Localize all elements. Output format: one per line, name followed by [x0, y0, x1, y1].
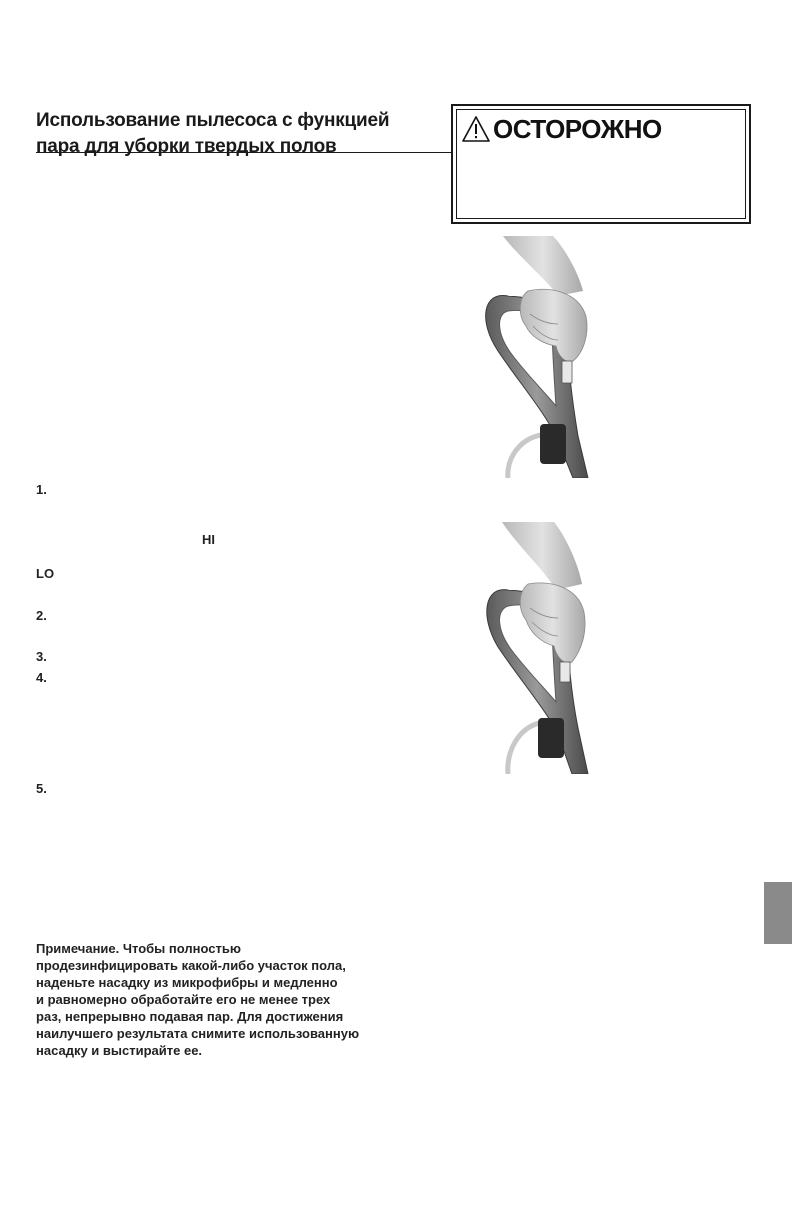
section-heading-line-1: Использование пылесоса с функцией	[36, 110, 390, 131]
step-1-number: 1.	[36, 482, 47, 497]
warning-header	[461, 114, 662, 144]
note-line: наденьте насадку из микрофибры и медленно	[36, 975, 338, 990]
warning-box	[451, 104, 751, 224]
step-4-number: 4.	[36, 670, 47, 685]
handle-photo-2	[480, 522, 604, 774]
note-paragraph	[36, 940, 436, 1059]
note-line: продезинфицировать какой-либо участок пола,	[36, 958, 346, 973]
section-heading-line-2: пара для уборки твердых полов	[36, 136, 337, 157]
heading-underline	[36, 152, 452, 153]
warning-title: ОСТОРОЖНО	[493, 114, 662, 144]
lo-setting-label: LO	[36, 566, 55, 581]
note-line: раз, непрерывно подавая пар. Для достижения	[36, 1009, 344, 1024]
note-line: насадку и выстирайте ее.	[36, 1043, 203, 1058]
note-line: наилучшего результата снимите использованную	[36, 1026, 360, 1041]
note-line: Примечание. Чтобы полностью	[36, 941, 241, 956]
step-2-number: 2.	[36, 608, 47, 623]
note-line: и равномерно обработайте его не менее трех	[36, 992, 331, 1007]
handle-photo-1	[478, 236, 602, 478]
warning-triangle-icon	[461, 115, 491, 143]
hi-setting-label: HI	[202, 532, 215, 547]
step-5-number: 5.	[36, 781, 47, 796]
section-side-tab	[764, 882, 792, 944]
step-3-number: 3.	[36, 649, 47, 664]
